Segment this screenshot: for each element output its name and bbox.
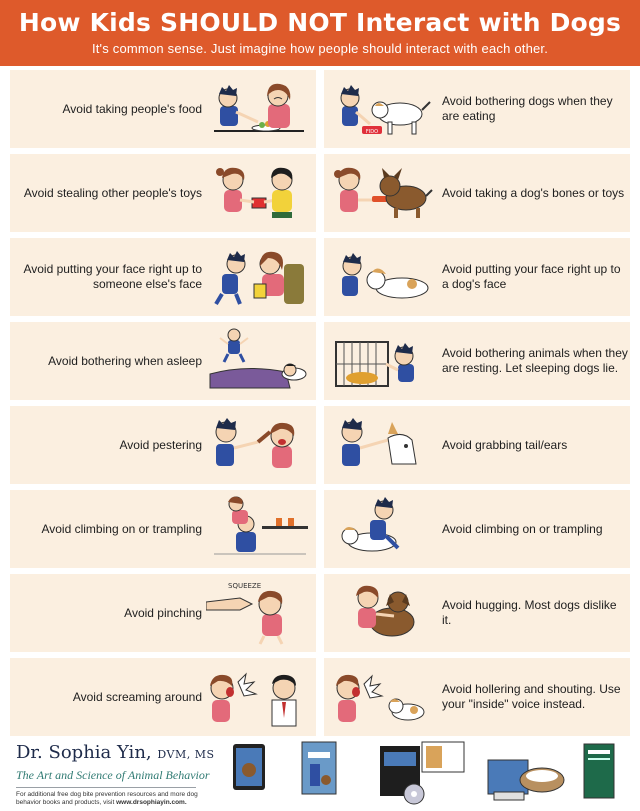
tip-panel-dogs <box>324 490 630 568</box>
tip-panel-dogs <box>324 154 630 232</box>
tip-text: Avoid stealing other people's toys <box>23 185 202 200</box>
cartoon-dog-bone-tug <box>332 160 436 226</box>
tip-panel-people <box>10 490 316 568</box>
kit-icon <box>484 740 568 806</box>
products-strip <box>228 740 632 806</box>
cartoon-climbing-on-person <box>206 496 310 562</box>
tip-row <box>10 322 630 400</box>
tip-text: Avoid putting your face right up to someone else's face <box>23 262 202 291</box>
book-icon <box>300 740 340 806</box>
cartoon-pulling-hair <box>206 412 310 478</box>
author-tagline: The Art and Science of Animal Behavior <box>16 768 210 782</box>
page-subtitle: It's common sense. Just imagine how people should interact with each other. <box>91 41 549 56</box>
tip-text: Avoid taking a dog's bones or toys <box>442 185 625 200</box>
tip-panel-people <box>10 658 316 736</box>
cartoon-dog-crate <box>332 328 436 394</box>
tip-panel-dogs <box>324 658 630 736</box>
tip-text: Avoid screaming around <box>72 689 202 704</box>
tip-row <box>10 238 630 316</box>
cartoon-climbing-on-dog <box>332 496 436 562</box>
dvd-icon <box>378 740 468 806</box>
tip-panel-people <box>10 322 316 400</box>
tip-row <box>10 154 630 232</box>
brand-block <box>16 742 216 807</box>
tip-row <box>10 574 630 652</box>
tablet-icon <box>232 740 266 806</box>
cartoon-grabbing-ear <box>332 412 436 478</box>
tip-panel-dogs <box>324 70 630 148</box>
tip-panel-people <box>10 406 316 484</box>
tip-text: Avoid taking people's food <box>62 101 202 116</box>
tip-text: Avoid putting your face right up to a dog's face <box>442 262 621 291</box>
svg-text:FIDO: FIDO <box>365 129 379 135</box>
tip-row <box>10 658 630 736</box>
cartoon-screaming-at-person <box>206 664 310 730</box>
svg-text:SQUEEZE: SQUEEZE <box>228 582 262 590</box>
tip-panel-dogs <box>324 322 630 400</box>
tip-text: Avoid pestering <box>119 437 202 452</box>
tip-row <box>10 490 630 568</box>
footer-note <box>16 791 216 807</box>
cartoon-stealing-toy <box>206 160 310 226</box>
tip-panel-dogs <box>324 406 630 484</box>
cartoon-dog-eating <box>332 76 436 142</box>
tip-panel-people <box>10 574 316 652</box>
cartoon-jumping-on-bed <box>206 328 310 394</box>
cartoon-hugging-dog <box>332 580 436 646</box>
tip-text: Avoid climbing on or trampling <box>442 521 603 536</box>
cartoon-pinching <box>206 580 310 646</box>
tip-text: Avoid climbing on or trampling <box>41 521 202 536</box>
footer-note-text: For additional free dog bite prevention resources and more dog behavior books and products, visit <box>16 791 198 806</box>
tip-row <box>10 406 630 484</box>
tip-panel-dogs <box>324 238 630 316</box>
author-credentials: DVM, MS <box>157 748 215 761</box>
header-banner <box>0 0 640 66</box>
website-link[interactable]: www.drsophiayin.com. <box>116 799 187 806</box>
tips-grid <box>10 66 630 734</box>
footer <box>0 734 640 811</box>
tip-panel-people <box>10 238 316 316</box>
author-name-text: Dr. Sophia Yin, <box>16 742 152 763</box>
author-name <box>16 742 216 766</box>
tip-panel-people <box>10 154 316 232</box>
tip-panel-people <box>10 70 316 148</box>
page-title: How Kids SHOULD NOT Interact with Dogs <box>18 8 622 37</box>
tip-text: Avoid bothering dogs when they are eating <box>442 94 613 123</box>
guide-icon <box>580 740 620 806</box>
tip-text: Avoid grabbing tail/ears <box>442 437 568 452</box>
cartoon-kid-taking-food <box>206 76 310 142</box>
tip-text: Avoid bothering when asleep <box>48 353 202 368</box>
cartoon-face-to-face <box>206 244 310 310</box>
tip-text: Avoid hollering and shouting. Use your "inside" voice instead. <box>442 682 621 711</box>
cartoon-face-to-dog <box>332 244 436 310</box>
tip-panel-dogs <box>324 574 630 652</box>
tip-text: Avoid hugging. Most dogs dislike it. <box>442 598 617 627</box>
cartoon-shouting-at-dog <box>332 664 436 730</box>
tip-text: Avoid bothering animals when they are resting. Let sleeping dogs lie. <box>442 346 628 375</box>
tip-row <box>10 70 630 148</box>
divider <box>16 787 196 788</box>
tip-text: Avoid pinching <box>124 605 202 620</box>
